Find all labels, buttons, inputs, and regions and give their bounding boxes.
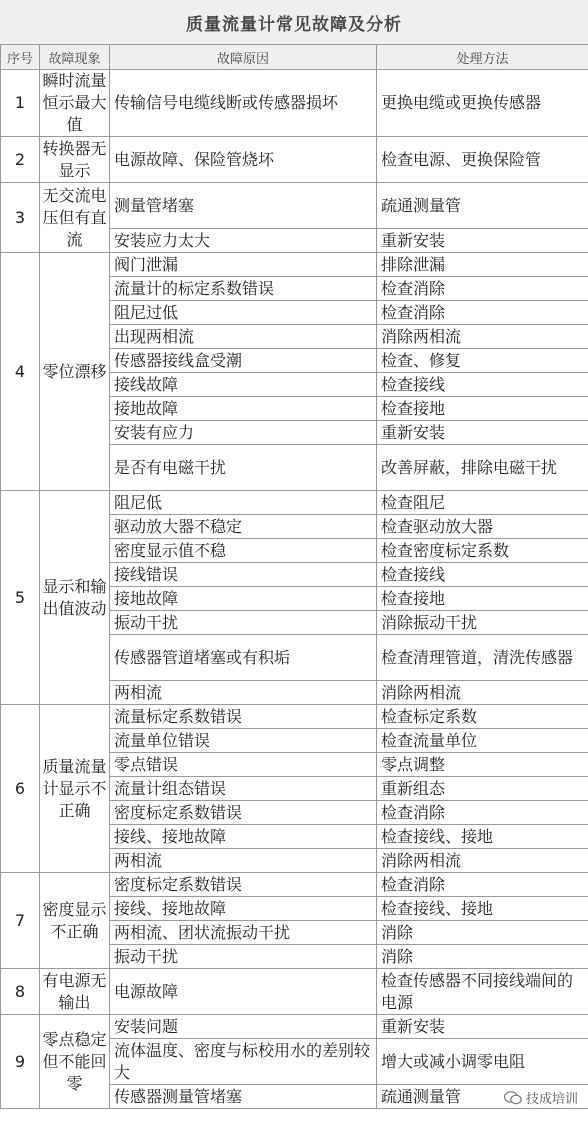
method-cell: 重新安装 (377, 421, 588, 445)
seq-cell: 8 (1, 969, 40, 1015)
header-cause: 故障原因 (110, 45, 377, 70)
method-cell: 检查传感器不同接线端间的电源 (377, 969, 588, 1015)
symptom-cell (40, 491, 110, 705)
method-cell: 检查接线 (377, 373, 588, 397)
method-cell: 检查接地 (377, 397, 588, 421)
cause-cell: 接线故障 (110, 373, 377, 397)
cause-cell: 流量单位错误 (110, 729, 377, 753)
cause-cell: 传感器管道堵塞或有积垢 (110, 635, 377, 681)
method-cell: 检查驱动放大器 (377, 515, 588, 539)
header-method: 处理方法 (377, 45, 588, 70)
method-cell: 消除 (377, 921, 588, 945)
method-cell: 排除泄漏 (377, 253, 588, 277)
method-cell: 检查阻尼 (377, 491, 588, 515)
cause-cell: 密度标定系数错误 (110, 801, 377, 825)
symptom-cell (40, 705, 110, 873)
header-seq: 序号 (1, 45, 40, 70)
table-row (1, 873, 588, 897)
watermark-text: 技成培训 (525, 1092, 578, 1107)
fault-table (0, 44, 588, 1109)
symptom-text: 转换器无显示 (42, 138, 107, 180)
cause-cell: 接线、接地故障 (110, 825, 377, 849)
method-cell: 消除两相流 (377, 849, 588, 873)
table-row (1, 969, 588, 1015)
symptom-text: 无交流电压但有直流 (42, 185, 107, 249)
symptom-text: 瞬时流量恒示最大值 (42, 71, 107, 134)
table-body (1, 70, 588, 1109)
table-row (1, 491, 588, 515)
cause-cell: 阻尼低 (110, 491, 377, 515)
cause-cell: 接地故障 (110, 587, 377, 611)
symptom-cell (40, 873, 110, 969)
method-cell: 检查、修复 (377, 349, 588, 373)
cause-cell: 振动干扰 (110, 611, 377, 635)
method-cell: 更换电缆或更换传感器 (377, 70, 588, 137)
cause-cell: 流体温度、密度与标校用水的差别较大 (110, 1039, 377, 1085)
cause-cell: 振动干扰 (110, 945, 377, 969)
cause-cell: 流量标定系数错误 (110, 705, 377, 729)
method-cell: 零点调整 (377, 753, 588, 777)
cause-cell: 接线错误 (110, 563, 377, 587)
watermark (504, 1088, 578, 1107)
seq-cell: 2 (1, 137, 40, 183)
cause-cell: 安装有应力 (110, 421, 377, 445)
table-row (1, 1015, 588, 1039)
method-cell: 重新安装 (377, 229, 588, 253)
table-title: 质量流量计常见故障及分析 (186, 14, 402, 35)
cause-cell: 流量计组态错误 (110, 777, 377, 801)
symptom-cell (40, 137, 110, 183)
table-row (1, 70, 588, 137)
header-symptom: 故障现象 (40, 45, 110, 70)
method-cell: 检查消除 (377, 801, 588, 825)
cause-cell: 两相流、团状流振动干扰 (110, 921, 377, 945)
method-cell: 重新安装 (377, 1015, 588, 1039)
symptom-cell (40, 969, 110, 1015)
method-cell: 消除振动干扰 (377, 611, 588, 635)
method-cell: 检查清理管道，清洗传感器 (377, 635, 588, 681)
method-cell: 检查接地 (377, 587, 588, 611)
seq-cell: 1 (1, 70, 40, 137)
cause-cell: 阀门泄漏 (110, 253, 377, 277)
cause-cell: 驱动放大器不稳定 (110, 515, 377, 539)
cause-cell: 接线、接地故障 (110, 897, 377, 921)
method-cell: 检查消除 (377, 277, 588, 301)
seq-cell: 9 (1, 1015, 40, 1109)
table-row (1, 705, 588, 729)
cause-cell: 传感器接线盒受潮 (110, 349, 377, 373)
cause-cell: 流量计的标定系数错误 (110, 277, 377, 301)
method-cell: 检查流量单位 (377, 729, 588, 753)
symptom-text: 有电源无输出 (42, 970, 107, 1012)
cause-cell: 零点错误 (110, 753, 377, 777)
symptom-text: 密度显示不正确 (42, 899, 107, 941)
method-cell: 疏通测量管 (377, 183, 588, 229)
table-row (1, 137, 588, 183)
seq-cell: 6 (1, 705, 40, 873)
seq-cell: 5 (1, 491, 40, 705)
cause-cell: 两相流 (110, 681, 377, 705)
method-cell: 消除两相流 (377, 681, 588, 705)
symptom-text: 零位漂移 (42, 361, 107, 381)
method-cell: 检查接线、接地 (377, 897, 588, 921)
table-row (1, 183, 588, 229)
method-cell: 改善屏蔽，排除电磁干扰 (377, 445, 588, 491)
method-cell: 消除两相流 (377, 325, 588, 349)
method-cell: 消除 (377, 945, 588, 969)
method-cell: 检查电源、更换保险管 (377, 137, 588, 183)
cause-cell: 阻尼过低 (110, 301, 377, 325)
symptom-cell (40, 70, 110, 137)
table-row (1, 253, 588, 277)
cause-cell: 传感器测量管堵塞 (110, 1085, 377, 1109)
cause-cell: 安装应力太大 (110, 229, 377, 253)
symptom-cell (40, 1015, 110, 1109)
method-cell: 检查密度标定系数 (377, 539, 588, 563)
cause-cell: 两相流 (110, 849, 377, 873)
table-title-bar (0, 0, 588, 45)
cause-cell: 电源故障 (110, 969, 377, 1015)
method-cell: 检查消除 (377, 873, 588, 897)
method-cell: 检查标定系数 (377, 705, 588, 729)
cause-cell: 出现两相流 (110, 325, 377, 349)
symptom-text: 显示和输出值波动 (42, 576, 107, 618)
wechat-icon (504, 1091, 522, 1105)
cause-cell: 是否有电磁干扰 (110, 445, 377, 491)
header-row (1, 45, 588, 70)
method-cell: 检查接线 (377, 563, 588, 587)
method-cell: 重新组态 (377, 777, 588, 801)
symptom-text: 质量流量计显示不正确 (42, 756, 107, 820)
method-cell: 增大或减小调零电阻 (377, 1039, 588, 1085)
cause-cell: 电源故障、保险管烧坏 (110, 137, 377, 183)
cause-cell: 测量管堵塞 (110, 183, 377, 229)
cause-cell: 传输信号电缆线断或传感器损坏 (110, 70, 377, 137)
cause-cell: 密度显示值不稳 (110, 539, 377, 563)
symptom-cell (40, 183, 110, 253)
seq-cell: 7 (1, 873, 40, 969)
cause-cell: 安装问题 (110, 1015, 377, 1039)
cause-cell: 接地故障 (110, 397, 377, 421)
seq-cell: 4 (1, 253, 40, 491)
seq-cell: 3 (1, 183, 40, 253)
symptom-text: 零点稳定但不能回零 (42, 1029, 107, 1093)
method-cell: 疏通测量管 (377, 1085, 588, 1109)
cause-cell: 密度标定系数错误 (110, 873, 377, 897)
method-cell: 检查接线、接地 (377, 825, 588, 849)
method-cell: 检查消除 (377, 301, 588, 325)
symptom-cell (40, 253, 110, 491)
